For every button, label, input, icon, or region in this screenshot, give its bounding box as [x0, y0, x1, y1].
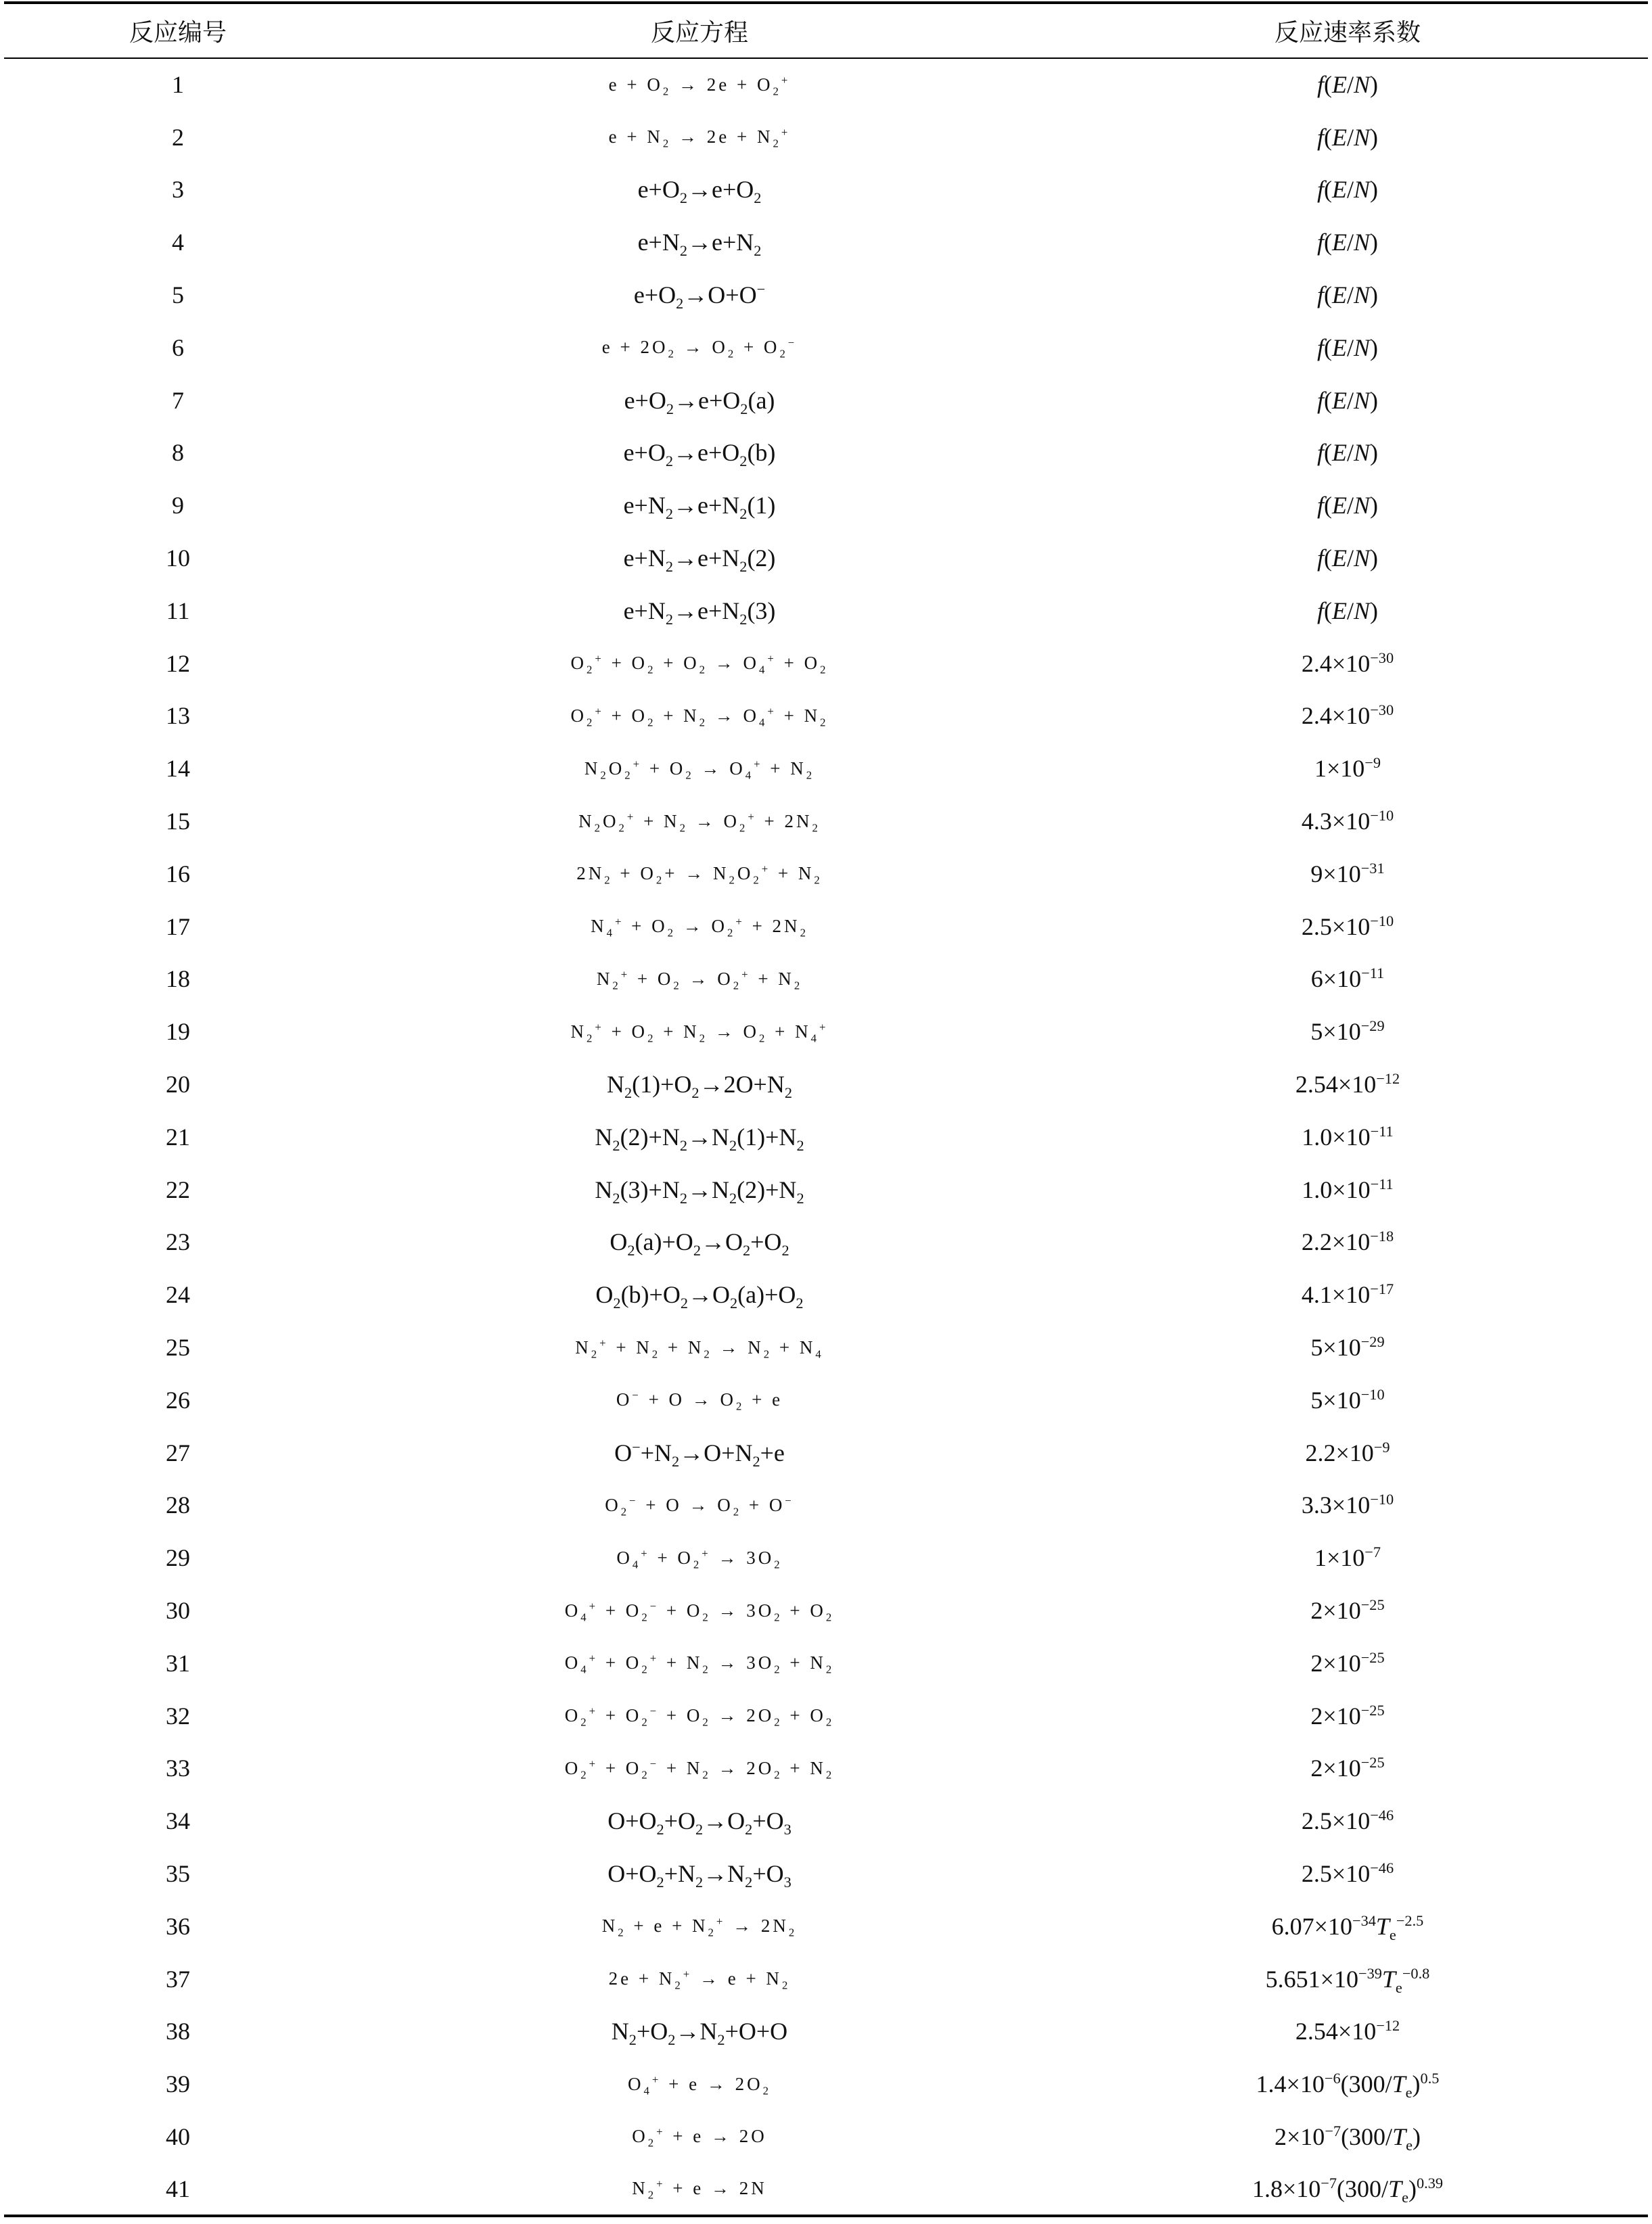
reaction-number: 5: [172, 281, 184, 309]
table-row: [4, 58, 1648, 111]
reaction-equation: $e+O_2\to e+O_2(a)$: [624, 386, 775, 417]
table-row: [4, 1479, 1648, 1532]
table-row: [4, 2163, 1648, 2216]
table-row: [4, 1637, 1648, 1690]
reaction-equation: $N_2(2)+N_2\to N_2(1)+N_2$: [595, 1123, 804, 1155]
rate-coefficient: $2\times 10^{-25}$: [1310, 1648, 1385, 1677]
table-row: [4, 1321, 1648, 1374]
rate-coefficient: $2\times 10^{-25}$: [1310, 1754, 1385, 1782]
table-row: [4, 584, 1648, 637]
rate-coefficient: $2\times 10^{-7}(300/T_e)$: [1275, 2122, 1421, 2154]
table-row: [4, 1900, 1648, 1953]
table-row: [4, 690, 1648, 743]
table-row: [4, 2110, 1648, 2163]
rate-coefficient: $2.5\times 10^{-46}$: [1301, 1807, 1394, 1835]
reaction-number: 32: [166, 1702, 190, 1730]
reaction-number: 3: [172, 176, 184, 204]
rate-coefficient: f(E/N): [1316, 545, 1379, 572]
reaction-equation: $N_2^+ + O_2 + N_2 \to O_2 + N_4^+$: [570, 1020, 829, 1045]
reaction-equation: $O_2^+ + e \to 2O$: [632, 2125, 767, 2150]
reaction-equation: $N_4^+ + O_2 \to O_2^+ + 2N_2$: [591, 915, 808, 940]
reaction-number: 17: [166, 912, 190, 940]
reaction-equation: $O^-+N_2\to O+N_2+e$: [614, 1438, 785, 1470]
table-row: [4, 1374, 1648, 1427]
reaction-equation: $O+O_2+O_2\to O_2+O_3$: [607, 1807, 791, 1838]
rate-coefficient: $1.8\times 10^{-7}(300/T_e)^{0.39}$: [1047, 2163, 1648, 2216]
reaction-equation: $e+O_2\to O+O^-$: [633, 281, 766, 312]
reaction-number: 23: [166, 1228, 190, 1256]
reaction-equation: $e+O_2\to e+O_2(b)$: [623, 439, 776, 470]
reaction-number: 4: [172, 229, 184, 256]
table-row: [4, 1531, 1648, 1584]
reaction-number: 36: [166, 1912, 190, 1940]
reaction-table: [4, 1, 1648, 2217]
rate-coefficient: $2.2\times 10^{-9}$: [1305, 1438, 1390, 1466]
reaction-equation: $O_2^- + O \to O_2 + O^-$: [605, 1493, 794, 1519]
reaction-number: 1: [172, 71, 184, 99]
reaction-equation: $N_2^+ + O_2 \to O_2^+ + N_2$: [596, 967, 803, 992]
reaction-number: 9: [172, 492, 184, 519]
reaction-number: 35: [166, 1859, 190, 1887]
table-row: [4, 1847, 1648, 1900]
table-row: [4, 637, 1648, 690]
reaction-equation: $O_2^+ + O_2^- + N_2 \to 2O_2 + N_2$: [564, 1757, 835, 1782]
reaction-number: 2: [172, 123, 184, 151]
reaction-number: 19: [166, 1018, 190, 1046]
header-row: [4, 3, 1648, 58]
rate-coefficient: $5\times 10^{-29}$: [1310, 1333, 1385, 1362]
rate-coefficient: $5\times 10^{-10}$: [1310, 1385, 1385, 1414]
rate-coefficient: f(E/N): [1316, 281, 1379, 309]
reaction-number: 34: [166, 1807, 190, 1835]
rate-coefficient: f(E/N): [1316, 492, 1379, 519]
rate-coefficient: $2\times 10^{-25}$: [1310, 1596, 1385, 1624]
rate-coefficient: $5.651\times 10^{-39}T_e^{-0.8}$: [1265, 1964, 1430, 1996]
reaction-number: 13: [166, 702, 190, 730]
table-row: [4, 164, 1648, 216]
table-row: [4, 1058, 1648, 1111]
rate-coefficient: $2.5\times 10^{-10}$: [1301, 912, 1394, 940]
reaction-equation: $N_2+O_2\to N_2+O+O$: [611, 2018, 788, 2049]
rate-coefficient: $2.4\times 10^{-30}$: [1301, 701, 1394, 730]
rate-coefficient: f(E/N): [1316, 333, 1379, 361]
reaction-equation: $O_2^+ + O_2^- + O_2 \to 2O_2 + O_2$: [564, 1705, 835, 1729]
reaction-number: 22: [166, 1176, 190, 1203]
reaction-equation: $e + O_2 \to 2e + O_2^+$: [608, 73, 791, 98]
reaction-number: 27: [166, 1439, 190, 1466]
table-row: [4, 1953, 1648, 2006]
reaction-number: 24: [166, 1281, 190, 1309]
rate-coefficient: $1.0\times 10^{-11}$: [1302, 1175, 1394, 1203]
reaction-number: 11: [166, 597, 190, 624]
reaction-equation: $N_2(3)+N_2\to N_2(2)+N_2$: [595, 1176, 804, 1207]
table-row: [4, 1268, 1648, 1321]
reaction-number: 12: [166, 649, 190, 677]
table-row: [4, 216, 1648, 269]
table-row: [4, 1216, 1648, 1269]
reaction-equation: $O_2^+ + O_2 + O_2 \to O_4^+ + O_2$: [570, 652, 829, 676]
table-row: [4, 1794, 1648, 1847]
table-row: [4, 427, 1648, 480]
reaction-equation: $O^- + O \to O_2 + e$: [616, 1389, 783, 1413]
rate-coefficient: f(E/N): [1316, 176, 1379, 204]
table-row: [4, 532, 1648, 584]
table-row: [4, 479, 1648, 532]
rate-coefficient: $2.2\times 10^{-18}$: [1301, 1228, 1394, 1256]
reaction-number: 10: [166, 545, 190, 572]
reaction-equation: $N_2^+ + N_2 + N_2 \to N_2 + N_4$: [575, 1336, 824, 1360]
reaction-equation: $e+N_2\to e+N_2(2)$: [623, 545, 776, 576]
reaction-equation: $O_2^+ + O_2 + N_2 \to O_4^+ + N_2$: [570, 704, 829, 729]
rate-coefficient: $6.07\times 10^{-34}T_e^{-2.5}$: [1271, 1912, 1424, 1943]
reaction-number: 8: [172, 439, 184, 467]
reaction-equation: $O_4^+ + O_2^- + O_2 \to 3O_2 + O_2$: [564, 1599, 835, 1623]
reaction-equation: $N_2 + e + N_2^+ \to 2N_2$: [601, 1915, 798, 1939]
reaction-number: 26: [166, 1386, 190, 1414]
rate-coefficient: $1\times 10^{-7}$: [1314, 1544, 1381, 1572]
header-rate-coefficient: 反应速率系数: [1047, 3, 1648, 58]
reaction-number: 6: [172, 333, 184, 361]
table-row: [4, 269, 1648, 321]
reaction-number: 21: [166, 1123, 190, 1151]
rate-coefficient: f(E/N): [1316, 386, 1379, 414]
reaction-equation: $2N_2 + O_2+ \to N_2O_2^+ + N_2$: [576, 862, 823, 887]
reaction-number: 14: [166, 755, 190, 783]
table-row: [4, 1584, 1648, 1637]
table-row: [4, 1690, 1648, 1742]
reaction-number: 40: [166, 2123, 190, 2150]
reaction-number: 7: [172, 386, 184, 414]
rate-coefficient: $6\times 10^{-11}$: [1310, 965, 1385, 993]
reaction-equation: $O+O_2+N_2\to N_2+O_3$: [607, 1859, 791, 1891]
reaction-number: 15: [166, 808, 190, 835]
rate-coefficient: f(E/N): [1316, 71, 1379, 99]
reaction-number: 33: [166, 1755, 190, 1782]
table-row: [4, 953, 1648, 1006]
reaction-equation: $O_4^+ + O_2^+ \to 3O_2$: [616, 1546, 783, 1571]
reaction-number: 41: [4, 2163, 352, 2216]
reaction-number: 37: [166, 1965, 190, 1993]
rate-coefficient: $4.3\times 10^{-10}$: [1301, 807, 1394, 835]
reaction-equation: $N_2^+ + e \to 2N$: [352, 2163, 1047, 2216]
rate-coefficient: $3.3\times 10^{-10}$: [1301, 1491, 1394, 1519]
reaction-equation: $N_2O_2^+ + N_2 \to O_2^+ + 2N_2$: [578, 810, 821, 834]
reaction-equation: $N_2O_2^+ + O_2 \to O_4^+ + N_2$: [584, 757, 815, 782]
table-row: [4, 1005, 1648, 1058]
reaction-equation: $N_2(1)+O_2\to 2O+N_2$: [606, 1071, 793, 1102]
reaction-number: 38: [166, 2018, 190, 2045]
reaction-number: 18: [166, 965, 190, 993]
table-row: [4, 742, 1648, 795]
header-reaction-number: 反应编号: [4, 3, 352, 58]
rate-coefficient: $1.4\times 10^{-6}(300/T_e)^{0.5}$: [1256, 2070, 1440, 2102]
reaction-number: 30: [166, 1597, 190, 1624]
rate-coefficient: $1.0\times 10^{-11}$: [1302, 1122, 1394, 1151]
rate-coefficient: f(E/N): [1316, 597, 1379, 624]
reaction-equation: $O_4^+ + e \to 2O_2$: [628, 2072, 771, 2098]
table-row: [4, 111, 1648, 164]
table-body: [4, 58, 1648, 2216]
table-row: [4, 2005, 1648, 2058]
reaction-number: 20: [166, 1071, 190, 1098]
table-row: [4, 2058, 1648, 2110]
rate-coefficient: $1\times 10^{-9}$: [1314, 754, 1381, 783]
reaction-equation: $O_4^+ + O_2^+ + N_2 \to 3O_2 + N_2$: [564, 1652, 835, 1676]
table-header: [4, 3, 1648, 58]
rate-coefficient: $2.4\times 10^{-30}$: [1301, 649, 1394, 677]
table-row: [4, 321, 1648, 374]
reaction-equation: $e + 2O_2 \to O_2 + O_2^-$: [601, 336, 798, 361]
table-row: [4, 374, 1648, 427]
reaction-number: 39: [166, 2070, 190, 2098]
rate-coefficient: $2.54\times 10^{-12}$: [1295, 2017, 1400, 2045]
reaction-equation: $e + N_2 \to 2e + N_2^+$: [608, 126, 791, 150]
reaction-equation: $e+N_2\to e+N_2$: [637, 229, 762, 260]
table-row: [4, 795, 1648, 848]
table-row: [4, 848, 1648, 900]
reaction-equation: $e+O_2\to e+O_2$: [637, 176, 762, 207]
reaction-equation: $e+N_2\to e+N_2(1)$: [623, 492, 776, 523]
rate-coefficient: $9\times 10^{-31}$: [1310, 859, 1385, 887]
rate-coefficient: $5\times 10^{-29}$: [1310, 1017, 1385, 1046]
table-row: [4, 1163, 1648, 1216]
rate-coefficient: $2\times 10^{-25}$: [1310, 1701, 1385, 1730]
reaction-number: 16: [166, 860, 190, 887]
rate-coefficient: f(E/N): [1316, 123, 1379, 151]
table-row: [4, 1742, 1648, 1795]
rate-coefficient: f(E/N): [1316, 229, 1379, 256]
header-reaction-equation: 反应方程: [352, 3, 1047, 58]
reaction-equation: $e+N_2\to e+N_2(3)$: [623, 597, 776, 628]
reaction-number: 28: [166, 1491, 190, 1519]
table-row: [4, 1111, 1648, 1163]
rate-coefficient: f(E/N): [1316, 439, 1379, 467]
reaction-number: 29: [166, 1544, 190, 1572]
table-row: [4, 900, 1648, 953]
reaction-equation: $2e + N_2^+ \to e + N_2$: [608, 1968, 791, 1992]
reaction-number: 31: [166, 1649, 190, 1677]
rate-coefficient: $4.1\times 10^{-17}$: [1301, 1280, 1394, 1309]
reaction-number: 25: [166, 1334, 190, 1362]
rate-coefficient: $2.54\times 10^{-12}$: [1295, 1070, 1400, 1098]
reaction-equation: $O_2(b)+O_2\to O_2(a)+O_2$: [595, 1281, 804, 1312]
rate-coefficient: $2.5\times 10^{-46}$: [1301, 1859, 1394, 1887]
table-row: [4, 1427, 1648, 1479]
reaction-equation: $O_2(a)+O_2\to O_2+O_2$: [610, 1228, 789, 1259]
